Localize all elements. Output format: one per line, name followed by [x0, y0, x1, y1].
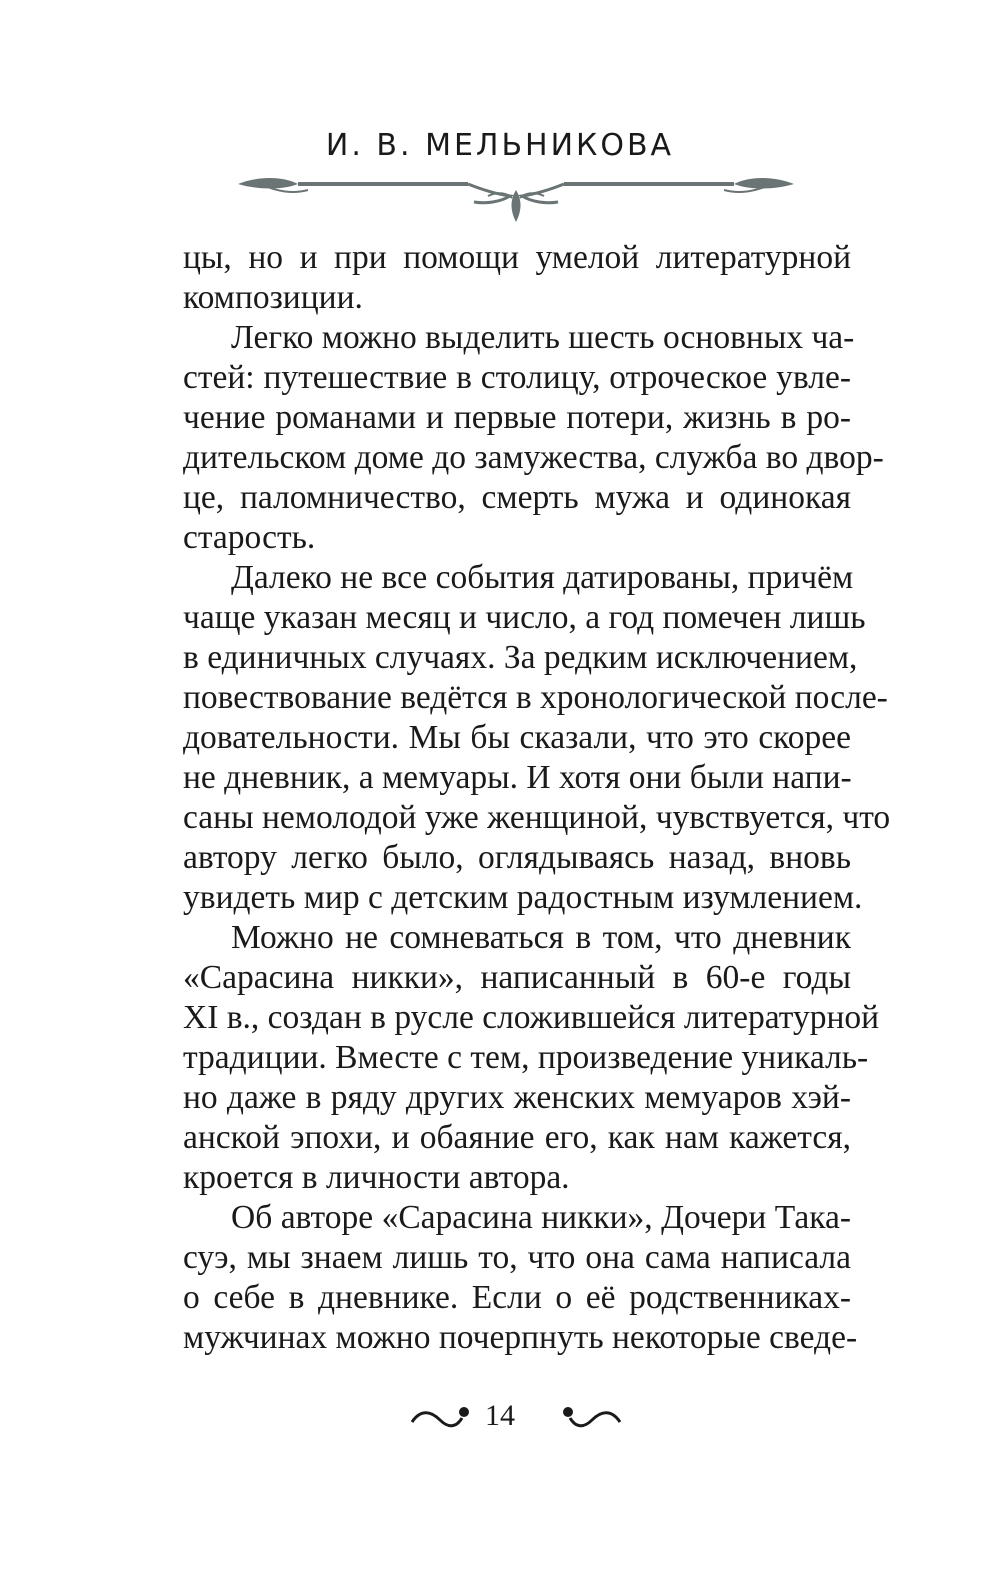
text-line: но даже в ряду других женских мемуаров хэй- — [183, 1079, 851, 1116]
body-text — [183, 238, 891, 1358]
text-line: композиции. — [183, 279, 363, 316]
text-line: дительском доме до замужества, служба во двор- — [183, 439, 884, 476]
folio-ornament-right-icon — [556, 1400, 622, 1436]
text-line: Можно не сомневаться в том, что дневник — [231, 919, 851, 956]
text-line: автору легко было, оглядываясь назад, вновь — [183, 839, 851, 876]
text-line: довательности. Мы бы сказали, что это скорее — [183, 719, 851, 756]
text-line: Легко можно выделить шесть основных ча- — [231, 319, 855, 356]
text-line: XI в., создан в русле сложившейся литературной — [183, 999, 880, 1036]
text-line: Об авторе «Сарасина никки», Дочери Така- — [231, 1199, 851, 1236]
text-line: саны немолодой уже женщиной, чувствуется, что — [183, 799, 891, 836]
text-line: Далеко не все события датированы, причём — [231, 559, 854, 596]
text-line: кроется в личности автора. — [183, 1159, 570, 1196]
running-head: И. В. МЕЛЬНИКОВА — [325, 128, 675, 163]
text-line: стей: путешествие в столицу, отроческое увле- — [183, 359, 851, 396]
text-line: анской эпохи, и обаяние его, как нам кажется, — [183, 1119, 851, 1156]
header-ornament-icon — [238, 172, 794, 232]
text-line: «Сарасина никки», написанный в 60-е годы — [183, 959, 851, 996]
text-line: суэ, мы знаем лишь то, что она сама написала — [183, 1239, 851, 1276]
text-line: це, паломничество, смерть мужа и одинокая — [183, 479, 851, 516]
text-line: старость. — [183, 519, 316, 556]
text-line: цы, но и при помощи умелой литературной — [183, 239, 851, 276]
page-number: 14 — [485, 1399, 515, 1432]
text-line: увидеть мир с детским радостным изумлением. — [183, 879, 863, 916]
text-line: в единичных случаях. За редким исключением, — [183, 639, 858, 676]
text-line: о себе в дневнике. Если о её родственниках- — [183, 1279, 851, 1316]
text-line: мужчинах можно почерпнуть некоторые сведе- — [183, 1319, 858, 1356]
text-line: не дневник, а мемуары. И хотя они были напи- — [183, 759, 852, 796]
text-line: чаще указан месяц и число, а год помечен лишь — [183, 599, 866, 636]
text-line: традиции. Вместе с тем, произведение уникаль- — [183, 1039, 869, 1076]
text-line: чение романами и первые потери, жизнь в ро- — [183, 399, 851, 436]
text-line: повествование ведётся в хронологической после- — [183, 679, 888, 716]
page-footer — [0, 1396, 1000, 1446]
